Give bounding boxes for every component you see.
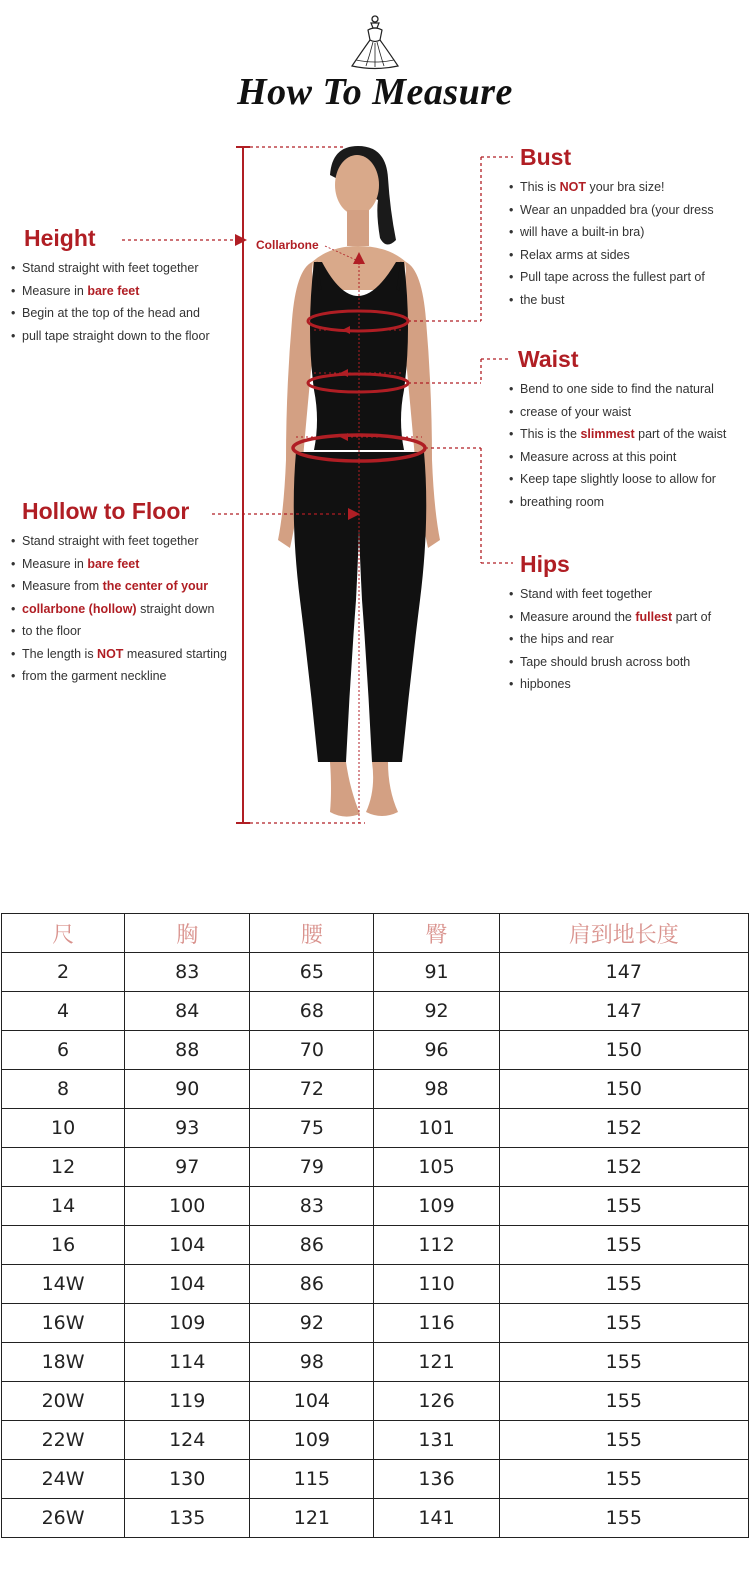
cell-hips: 116 <box>374 1304 499 1343</box>
cell-shoulder-to-floor: 155 <box>499 1304 748 1343</box>
hollow-to-floor-heading: Hollow to Floor <box>22 498 190 524</box>
instruction-text: Pull tape across the fullest part of <box>520 270 705 284</box>
cell-hips: 141 <box>374 1499 499 1538</box>
cell-bust: 97 <box>125 1148 250 1187</box>
instruction-text: This is the <box>520 427 581 441</box>
cell-shoulder-to-floor: 155 <box>499 1382 748 1421</box>
cell-waist: 75 <box>250 1109 374 1148</box>
waist-heading: Waist <box>518 346 579 372</box>
instruction-text: Measure in <box>22 556 88 571</box>
cell-size: 10 <box>2 1109 125 1148</box>
cell-size: 16W <box>2 1304 125 1343</box>
table-row <box>2 1226 749 1265</box>
cell-bust: 135 <box>125 1499 250 1538</box>
instruction-item <box>10 553 245 576</box>
highlight-text: bare feet <box>87 283 140 298</box>
cell-size: 12 <box>2 1148 125 1187</box>
highlight-text: bare feet <box>87 556 140 571</box>
cell-hips: 126 <box>374 1382 499 1421</box>
table-row <box>2 1499 749 1538</box>
cell-shoulder-to-floor: 155 <box>499 1460 748 1499</box>
instruction-text: Relax arms at sides <box>520 247 630 262</box>
instruction-item <box>508 606 748 629</box>
cell-shoulder-to-floor: 150 <box>499 1031 748 1070</box>
cell-bust: 84 <box>125 992 250 1031</box>
table-row <box>2 1382 749 1421</box>
cell-waist: 92 <box>250 1304 374 1343</box>
instruction-text: hipbones <box>520 677 571 691</box>
instruction-item <box>10 530 245 553</box>
header-size: 尺 <box>2 914 125 953</box>
instruction-item <box>508 423 748 446</box>
cell-bust: 90 <box>125 1070 250 1109</box>
instruction-text: Stand straight with feet together <box>22 534 199 548</box>
collarbone-label: Collarbone <box>256 238 319 252</box>
cell-bust: 104 <box>125 1226 250 1265</box>
instruction-text: Measure across at this point <box>520 449 677 464</box>
cell-shoulder-to-floor: 147 <box>499 953 748 992</box>
cell-bust: 114 <box>125 1343 250 1382</box>
cell-waist: 83 <box>250 1187 374 1226</box>
table-row <box>2 1460 749 1499</box>
cell-shoulder-to-floor: 150 <box>499 1070 748 1109</box>
cell-hips: 110 <box>374 1265 499 1304</box>
cell-shoulder-to-floor: 155 <box>499 1187 748 1226</box>
cell-hips: 112 <box>374 1226 499 1265</box>
instruction-item <box>508 289 748 312</box>
cell-waist: 109 <box>250 1421 374 1460</box>
highlight-text: NOT <box>97 646 124 661</box>
instruction-text: Begin at the top of the head and <box>22 306 200 320</box>
bust-instructions <box>508 176 748 311</box>
instruction-text: Keep tape slightly loose to allow for <box>520 472 716 486</box>
instruction-text: breathing room <box>520 494 605 509</box>
instruction-item <box>10 280 240 303</box>
instruction-text: crease of your waist <box>520 404 632 419</box>
cell-shoulder-to-floor: 155 <box>499 1421 748 1460</box>
hips-heading: Hips <box>520 551 570 577</box>
instruction-text: part of the waist <box>634 427 727 441</box>
cell-bust: 130 <box>125 1460 250 1499</box>
cell-size: 4 <box>2 992 125 1031</box>
table-row <box>2 1304 749 1343</box>
table-row <box>2 1265 749 1304</box>
hollow-to-floor-instructions <box>10 530 245 688</box>
cell-waist: 104 <box>250 1382 374 1421</box>
table-row <box>2 992 749 1031</box>
table-header-row <box>2 914 749 953</box>
instruction-text: the hips and rear <box>520 632 614 646</box>
cell-waist: 70 <box>250 1031 374 1070</box>
header-hips: 臀 <box>374 914 499 953</box>
cell-size: 20W <box>2 1382 125 1421</box>
instruction-item <box>10 325 240 348</box>
header-shoulder-to-floor: 肩到地长度 <box>499 914 748 953</box>
cell-bust: 119 <box>125 1382 250 1421</box>
instruction-text: part of <box>672 609 712 624</box>
cell-shoulder-to-floor: 155 <box>499 1226 748 1265</box>
cell-hips: 131 <box>374 1421 499 1460</box>
cell-bust: 93 <box>125 1109 250 1148</box>
highlight-text: fullest <box>635 609 673 624</box>
page-title: How To Measure <box>237 71 513 113</box>
cell-bust: 124 <box>125 1421 250 1460</box>
cell-hips: 136 <box>374 1460 499 1499</box>
instruction-text: Measure around the <box>520 609 636 624</box>
instruction-item <box>508 221 748 244</box>
highlight-text: NOT <box>559 180 586 194</box>
instruction-text: Measure in <box>22 283 88 298</box>
cell-size: 16 <box>2 1226 125 1265</box>
cell-size: 2 <box>2 953 125 992</box>
instruction-item <box>10 665 245 688</box>
instruction-item <box>508 266 748 289</box>
instruction-text: pull tape straight down to the floor <box>22 328 210 343</box>
table-row <box>2 1187 749 1226</box>
cell-shoulder-to-floor: 147 <box>499 992 748 1031</box>
cell-waist: 121 <box>250 1499 374 1538</box>
instruction-item <box>10 257 240 280</box>
cell-hips: 101 <box>374 1109 499 1148</box>
cell-hips: 109 <box>374 1187 499 1226</box>
table-row <box>2 1070 749 1109</box>
cell-bust: 104 <box>125 1265 250 1304</box>
cell-bust: 83 <box>125 953 250 992</box>
cell-size: 22W <box>2 1421 125 1460</box>
instruction-item <box>508 176 748 199</box>
cell-waist: 68 <box>250 992 374 1031</box>
instruction-item <box>508 199 748 222</box>
instruction-text: the bust <box>520 292 565 307</box>
table-body <box>2 953 749 1538</box>
cell-waist: 98 <box>250 1343 374 1382</box>
cell-size: 18W <box>2 1343 125 1382</box>
instruction-text: straight down <box>136 601 215 616</box>
cell-waist: 86 <box>250 1226 374 1265</box>
cell-waist: 72 <box>250 1070 374 1109</box>
instruction-item <box>10 643 245 666</box>
table-row <box>2 1421 749 1460</box>
instruction-item <box>508 583 748 606</box>
cell-bust: 88 <box>125 1031 250 1070</box>
cell-shoulder-to-floor: 155 <box>499 1343 748 1382</box>
header-bust: 胸 <box>125 914 250 953</box>
cell-hips: 105 <box>374 1148 499 1187</box>
instruction-item <box>508 401 748 424</box>
cell-hips: 98 <box>374 1070 499 1109</box>
cell-waist: 115 <box>250 1460 374 1499</box>
cell-size: 14 <box>2 1187 125 1226</box>
instruction-text: The length is <box>22 646 98 661</box>
instruction-text: This is <box>520 180 560 194</box>
cell-waist: 86 <box>250 1265 374 1304</box>
table-row <box>2 1109 749 1148</box>
cell-bust: 100 <box>125 1187 250 1226</box>
header-waist: 腰 <box>250 914 374 953</box>
instruction-text: Wear an unpadded bra (your dress <box>520 202 714 217</box>
cell-hips: 92 <box>374 992 499 1031</box>
instruction-item <box>508 673 748 696</box>
highlight-text: collarbone (hollow) <box>22 601 137 616</box>
instruction-text: Measure from <box>22 579 103 593</box>
cell-shoulder-to-floor: 155 <box>499 1265 748 1304</box>
instruction-text: Stand with feet together <box>520 587 653 601</box>
table-row <box>2 1343 749 1382</box>
instruction-text: Bend to one side to find the natural <box>520 382 714 396</box>
cell-size: 14W <box>2 1265 125 1304</box>
instruction-item <box>508 628 748 651</box>
cell-size: 24W <box>2 1460 125 1499</box>
cell-bust: 109 <box>125 1304 250 1343</box>
instruction-text: from the garment neckline <box>22 669 167 683</box>
bust-heading: Bust <box>520 144 572 170</box>
instruction-item <box>508 446 748 469</box>
instruction-item <box>508 378 748 401</box>
instruction-text: Stand straight with feet together <box>22 261 199 275</box>
cell-size: 26W <box>2 1499 125 1538</box>
cell-waist: 65 <box>250 953 374 992</box>
cell-shoulder-to-floor: 152 <box>499 1109 748 1148</box>
instruction-item <box>10 598 245 621</box>
cell-hips: 121 <box>374 1343 499 1382</box>
cell-hips: 96 <box>374 1031 499 1070</box>
instruction-item <box>10 620 245 643</box>
cell-size: 8 <box>2 1070 125 1109</box>
instruction-text: to the floor <box>22 624 82 638</box>
cell-hips: 91 <box>374 953 499 992</box>
waist-instructions <box>508 378 748 513</box>
cell-size: 6 <box>2 1031 125 1070</box>
cell-shoulder-to-floor: 155 <box>499 1499 748 1538</box>
cell-waist: 79 <box>250 1148 374 1187</box>
instruction-item <box>508 468 748 491</box>
instruction-text: measured starting <box>123 646 227 661</box>
highlight-text: the center of your <box>102 579 209 593</box>
size-chart-table <box>1 913 749 1538</box>
instruction-item <box>508 651 748 674</box>
instruction-item <box>10 575 245 598</box>
highlight-text: slimmest <box>580 427 635 441</box>
table-row <box>2 953 749 992</box>
hips-instructions <box>508 583 748 696</box>
table-row <box>2 1148 749 1187</box>
instruction-text: your bra size! <box>585 180 665 194</box>
instruction-text: will have a built-in bra) <box>520 225 645 239</box>
instruction-item <box>10 302 240 325</box>
instruction-text: Tape should brush across both <box>520 654 691 669</box>
height-instructions <box>10 257 240 347</box>
height-heading: Height <box>24 225 96 251</box>
cell-shoulder-to-floor: 152 <box>499 1148 748 1187</box>
instruction-item <box>508 244 748 267</box>
table-row <box>2 1031 749 1070</box>
instruction-item <box>508 491 748 514</box>
